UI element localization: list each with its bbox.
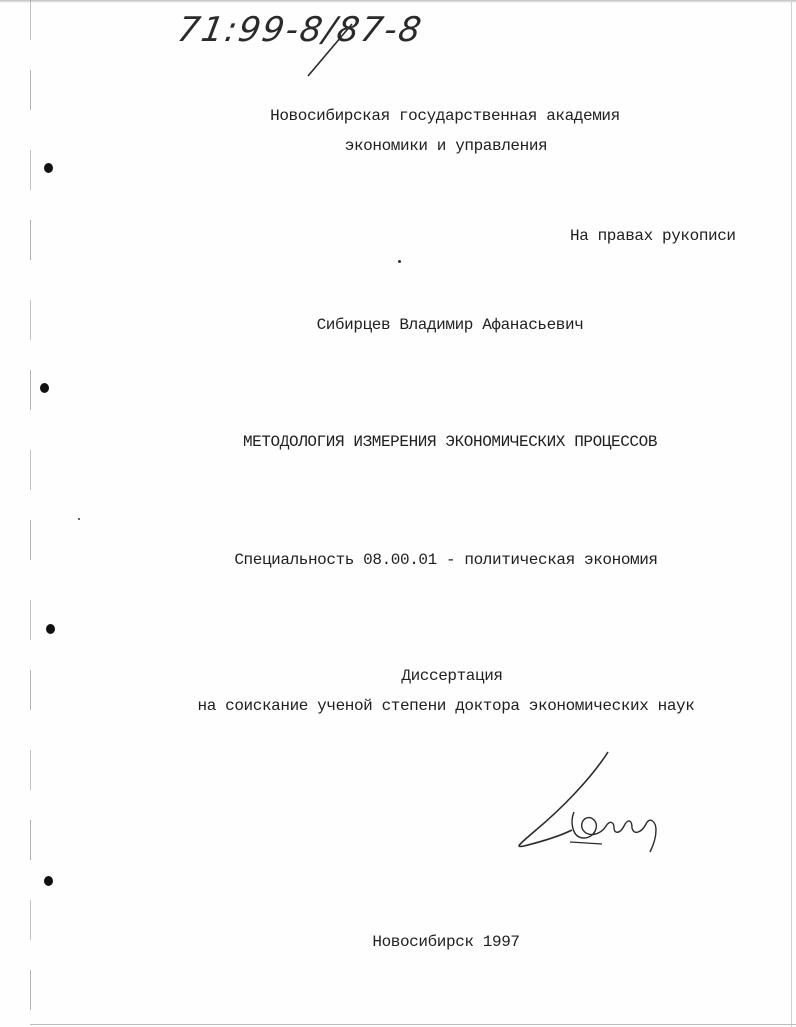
institution-line-1: Новосибирская государственная академия [270,107,620,125]
specialty: Специальность 08.00.01 - политическая экономия [234,551,658,569]
binder-hole-2 [40,383,49,393]
author-name: Сибирцев Владимир Афанасьевич [316,316,584,334]
degree-purpose: на соискание ученой степени доктора экономических наук [197,697,695,715]
city-year: Новосибирск 1997 [372,933,520,951]
dissertation-title: МЕТОДОЛОГИЯ ИЗМЕРЕНИЯ ЭКОНОМИЧЕСКИХ ПРОЦЕССОВ [242,433,658,451]
document-type: Диссертация [401,667,503,685]
author-signature [510,750,670,860]
binder-hole-3 [46,624,55,634]
archive-number-underline [300,20,360,80]
institution-line-2: экономики и управления [344,137,548,155]
binder-hole-4 [44,876,53,886]
scan-top-edge [0,0,796,3]
scan-speck [78,518,80,520]
archive-number-handwritten: 71:99-8/87-8 [174,10,427,50]
scan-bottom-edge [30,1024,796,1025]
scan-left-edge [30,0,31,1027]
scan-speck [398,260,401,263]
manuscript-notice: На правах рукописи [570,227,736,245]
binder-hole-1 [44,163,53,173]
